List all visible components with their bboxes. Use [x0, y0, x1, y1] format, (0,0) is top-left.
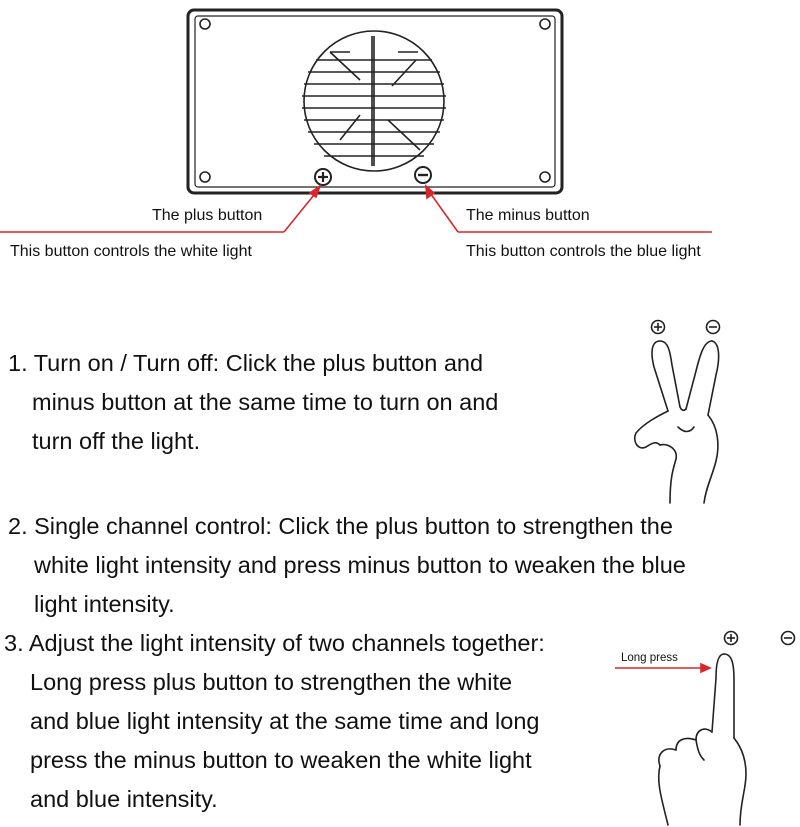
instruction-line: press the minus button to weaken the white light	[30, 747, 532, 773]
instruction-line: and blue light intensity at the same time and long	[30, 708, 540, 734]
instruction-line: turn off the light.	[32, 428, 201, 454]
instruction-line: 3. Adjust the light intensity of two channels together:	[4, 630, 545, 656]
long-press-hand-diagram	[600, 620, 800, 827]
instruction-line: minus button at the same time to turn on and	[32, 389, 499, 415]
plus-icon	[652, 321, 665, 334]
instruction-line: white light intensity and press minus button to weaken the blue	[34, 552, 686, 578]
hand-icon	[659, 654, 746, 825]
instruction-2	[8, 507, 686, 624]
long-press-label: Long press	[621, 652, 678, 664]
device-diagram	[0, 0, 800, 270]
instruction-line: 1. Turn on / Turn off: Click the plus button and	[8, 350, 484, 376]
plus-icon	[725, 632, 738, 645]
minus-button-label: The minus button	[466, 207, 590, 224]
instruction-1	[8, 344, 498, 461]
plus-button-description: This button controls the white light	[10, 243, 252, 260]
instruction-line: light intensity.	[34, 591, 175, 617]
plus-button-label: The plus button	[152, 207, 263, 224]
two-finger-hand-diagram	[620, 315, 740, 505]
instruction-3	[4, 624, 545, 819]
minus-button-description: This button controls the blue light	[466, 243, 701, 260]
long-press-arrow	[615, 664, 710, 672]
instruction-line: 2. Single channel control: Click the plus button to strengthen the	[8, 513, 673, 539]
minus-icon	[782, 632, 795, 645]
instruction-line: and blue intensity.	[30, 786, 218, 812]
instruction-line: Long press plus button to strengthen the white	[30, 669, 513, 695]
device-housing	[188, 10, 562, 193]
minus-icon	[707, 321, 720, 334]
hand-icon	[635, 341, 719, 503]
